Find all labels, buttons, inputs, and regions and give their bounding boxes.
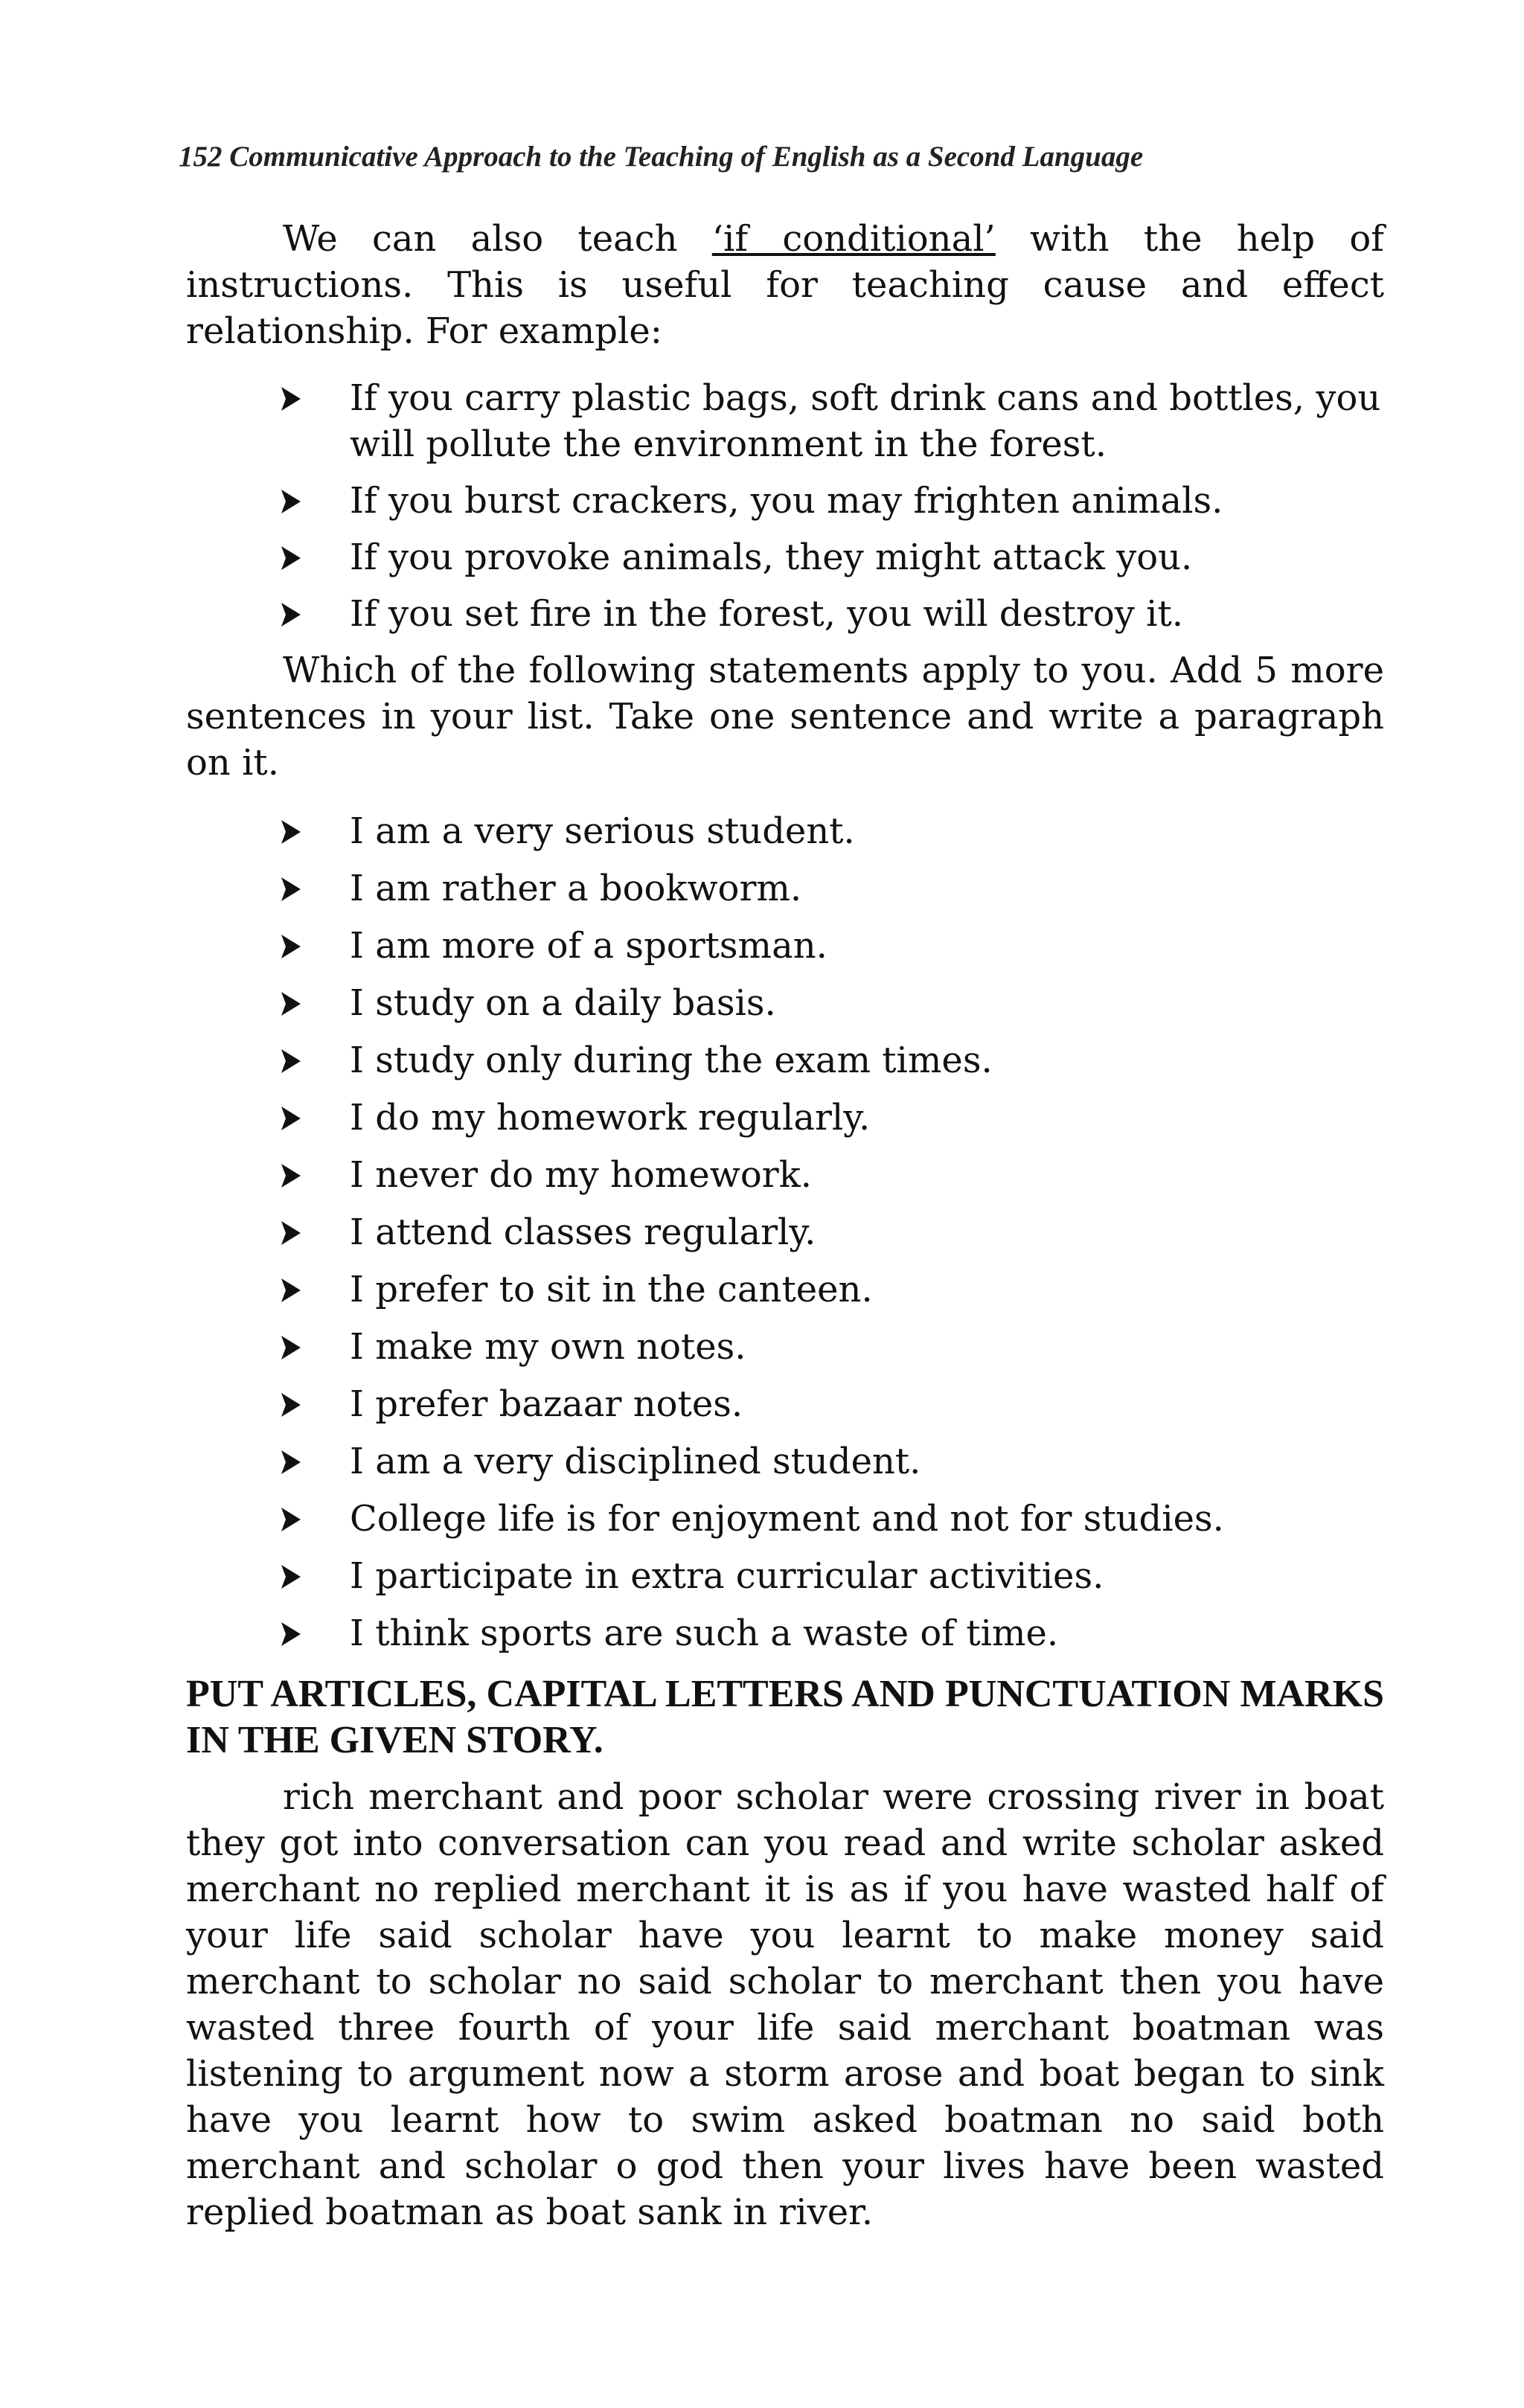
list-item-text: I am a very serious student. <box>350 810 855 852</box>
arrowhead-bullet-icon <box>275 1037 320 1083</box>
statement-item <box>275 1324 1384 1370</box>
arrowhead-bullet-icon <box>275 808 320 854</box>
arrowhead-bullet-icon <box>275 1209 320 1255</box>
list-item-text: I do my homework regularly. <box>350 1097 871 1139</box>
arrowhead-bullet-icon <box>275 1438 320 1485</box>
intro-text-before: We can also teach <box>283 218 712 260</box>
if-conditional-term: ‘if conditional’ <box>711 218 996 260</box>
list-item-text: I make my own notes. <box>350 1326 746 1368</box>
arrowhead-bullet-icon <box>275 478 320 524</box>
example-item <box>275 591 1384 637</box>
list-item-text: I study on a daily basis. <box>350 982 776 1024</box>
list-item-text: I never do my homework. <box>350 1154 813 1196</box>
arrowhead-bullet-icon <box>275 980 320 1026</box>
examples-list <box>186 375 1384 637</box>
page-content <box>186 216 1384 2235</box>
list-item-text: If you carry plastic bags, soft drink cans and bottles, you will pollute the environment in the forest. <box>350 377 1381 465</box>
list-item-text: College life is for enjoyment and not for studies. <box>350 1498 1224 1540</box>
statement-item <box>275 1438 1384 1485</box>
list-item-text: If you burst crackers, you may frighten animals. <box>350 480 1223 522</box>
list-item-text: I prefer to sit in the canteen. <box>350 1269 873 1310</box>
arrowhead-bullet-icon <box>275 1496 320 1542</box>
arrowhead-bullet-icon <box>275 923 320 969</box>
list-item-text: I prefer bazaar notes. <box>350 1383 743 1425</box>
arrowhead-bullet-icon <box>275 1152 320 1198</box>
statement-item <box>275 1095 1384 1141</box>
example-item <box>275 478 1384 524</box>
statement-item <box>275 1381 1384 1427</box>
list-item-text: If you provoke animals, they might attack you. <box>350 537 1193 578</box>
arrowhead-bullet-icon <box>275 1324 320 1370</box>
statement-item <box>275 980 1384 1026</box>
list-item-text: I am more of a sportsman. <box>350 925 827 967</box>
example-item <box>275 375 1384 467</box>
intro-text-after: with the help of instructions. This is useful for teaching cause and effect relationship. For example: <box>186 218 1385 352</box>
arrowhead-bullet-icon <box>275 1267 320 1313</box>
story-paragraph: rich merchant and poor scholar were crossing river in boat they got into conversation can you read and write scholar asked merchant no replied merchant it is as if you have wasted half of your life said scholar have you learnt to make money said merchant to scholar no said scholar to merchant then you have wasted three fourth of your life said merchant boatman was listening to argument now a storm arose and boat began to sink have you learnt how to swim asked boatman no said both merchant and scholar o god then your lives have been wasted replied boatman as boat sank in river. <box>186 1776 1384 2233</box>
statement-item <box>275 808 1384 854</box>
statements-list <box>186 808 1384 1656</box>
statement-item <box>275 1152 1384 1198</box>
statement-item <box>275 923 1384 969</box>
arrowhead-bullet-icon <box>275 865 320 912</box>
arrowhead-bullet-icon <box>275 591 320 637</box>
statement-item <box>275 1496 1384 1542</box>
arrowhead-bullet-icon <box>275 1553 320 1599</box>
list-item-text: I participate in extra curricular activities. <box>350 1555 1104 1597</box>
list-item-text: I think sports are such a waste of time. <box>350 1613 1059 1654</box>
statement-item <box>275 1037 1384 1083</box>
exercise-heading: PUT ARTICLES, CAPITAL LETTERS AND PUNCTUATION MARKS IN THE GIVEN STORY. <box>186 1673 1384 1761</box>
list-item-text: I am rather a bookworm. <box>350 868 802 909</box>
arrowhead-bullet-icon <box>275 1610 320 1656</box>
list-item-text: I am a very disciplined student. <box>350 1441 921 1482</box>
list-item-text: I study only during the exam times. <box>350 1040 993 1081</box>
arrowhead-bullet-icon <box>275 375 320 421</box>
statement-item <box>275 865 1384 912</box>
intro-paragraph <box>186 216 1384 354</box>
list-item-text: I attend classes regularly. <box>350 1211 816 1253</box>
instruction-paragraph: Which of the following statements apply to you. Add 5 more sentences in your list. Take one sentence and write a paragraph on it. <box>186 650 1384 784</box>
running-head: 152 Communicative Approach to the Teaching of English as a Second Language <box>179 141 1144 173</box>
statement-item <box>275 1553 1384 1599</box>
statement-item <box>275 1610 1384 1656</box>
arrowhead-bullet-icon <box>275 1095 320 1141</box>
list-item-text: If you set fire in the forest, you will destroy it. <box>350 593 1183 635</box>
statement-item <box>275 1209 1384 1255</box>
example-item <box>275 534 1384 580</box>
arrowhead-bullet-icon <box>275 534 320 580</box>
arrowhead-bullet-icon <box>275 1381 320 1427</box>
statement-item <box>275 1267 1384 1313</box>
